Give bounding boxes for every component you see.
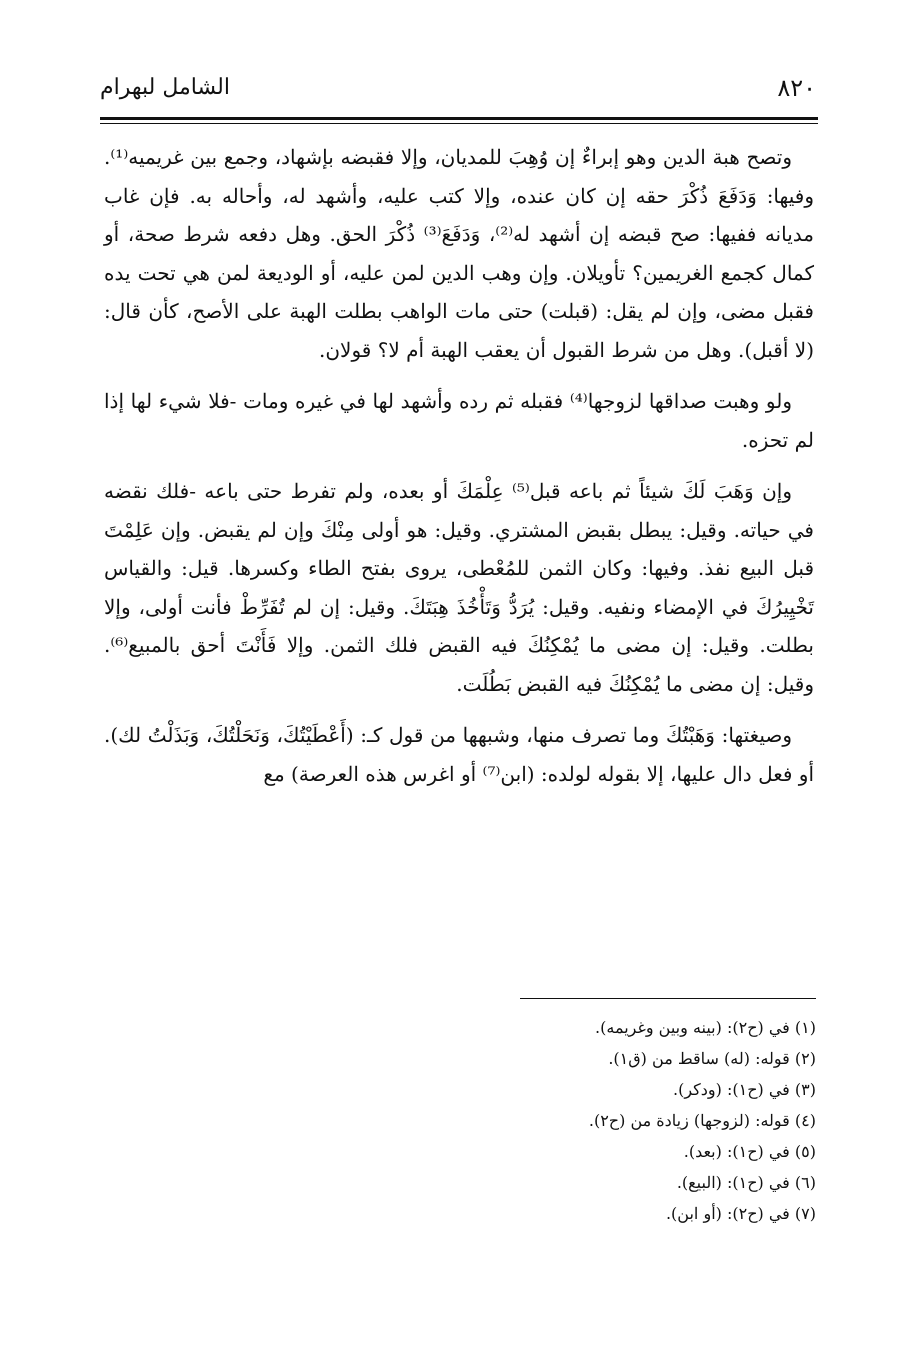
footnote: (٦) في (ح١): (البيع). [676,1173,816,1192]
footnote: (١) في (ح٢): (بينه وبين وغريمه). [595,1018,816,1037]
header-rule-thin [100,123,818,124]
footnote: (٣) في (ح١): (ودكر). [673,1080,816,1099]
footnote: (٢) قوله: (له) ساقط من (ق١). [608,1049,816,1068]
header-rule-thick [100,117,818,120]
paragraph: وإن وَهَبَ لَكَ شيئاً ثم باعه قبل⁽⁵⁾ عِلْمَكَ أو بعده، ولم تفرط حتى باعه -فلك نقضه في حياته. وقيل: يبطل بقبض المشتري. وقيل: هو أولى مِنْكَ وإن لم يقبض. وإن عَلِمْتَ قبل البيع نفذ. وفيها: وكان الثمن للمُعْطى، يروى بفتح الطاء وكسرها. قيل: والقياس تَخْيِيرُكَ في الإمضاء ونفيه. وقيل: يُرَدُّ وَتَأْخُذَ هِبَتَكَ. وقيل: إن لم تُفَرِّطْ فأنت أولى، وإلا بطلت. وقيل: إن مضى ما يُمْكِنُكَ فيه القبض فلك الثمن. وإلا فَأَنْتَ أحق بالمبيع⁽⁶⁾. وقيل: إن مضى ما يُمْكِنُكَ فيه القبض بَطُلَت. [104,479,814,696]
paragraph: وصيغتها: وَهَبْتُكَ وما تصرف منها، وشبهها من قول كـ: (أَعْطَيْتُكَ، وَنَحَلْتُكَ، وَبَذَلْتُ لك). أو فعل دال عليها، إلا بقوله لولده: (ابن⁽⁷⁾ أو اغرس هذه العرصة) مع [104,723,814,786]
book-title: الشامل لبهرام [100,75,230,100]
page-number: ٨٢٠ [777,74,816,102]
footnote: (٥) في (ح١): (بعد). [683,1142,816,1161]
paragraph: وتصح هبة الدين وهو إبراءٌ إن وُهِبَ للمديان، وإلا فقبضه بإشهاد، وجمع بين غريميه⁽¹⁾. وفيها: وَدَفَعَ ذُكْرَ حقه إن كان عنده، وإلا كتب عليه، وأشهد له، وأحاله به. فإن غاب مديانه ففيها: صح قبضه إن أشهد له⁽²⁾، وَدَفَعَ⁽³⁾ ذُكْرَ الحق. وهل دفعه شرط صحة، أو كمال كجمع الغريمين؟ تأويلان. وإن وهب الدين لمن عليه، أو الوديعة لمن هي تحت يده فقبل مضى، وإن لم يقل: (قبلت) حتى مات الواهب بطلت الهبة على الأصح، كأن قال: (لا أقبل). وهل من شرط القبول أن يعقب الهبة أم لا؟ قولان. [104,145,814,362]
paragraph: ولو وهبت صداقها لزوجها⁽⁴⁾ فقبله ثم رده وأشهد لها في غيره ومات -فلا شيء لها إذا لم تحزه. [104,389,814,452]
footnotes [420,1012,816,1229]
footnote: (٧) في (ح٢): (أو ابن). [665,1204,816,1223]
footnote: (٤) قوله: (لزوجها) زيادة من (ح٢). [588,1111,816,1130]
footnote-separator [520,998,816,999]
running-header [100,68,816,112]
main-text [104,138,814,806]
